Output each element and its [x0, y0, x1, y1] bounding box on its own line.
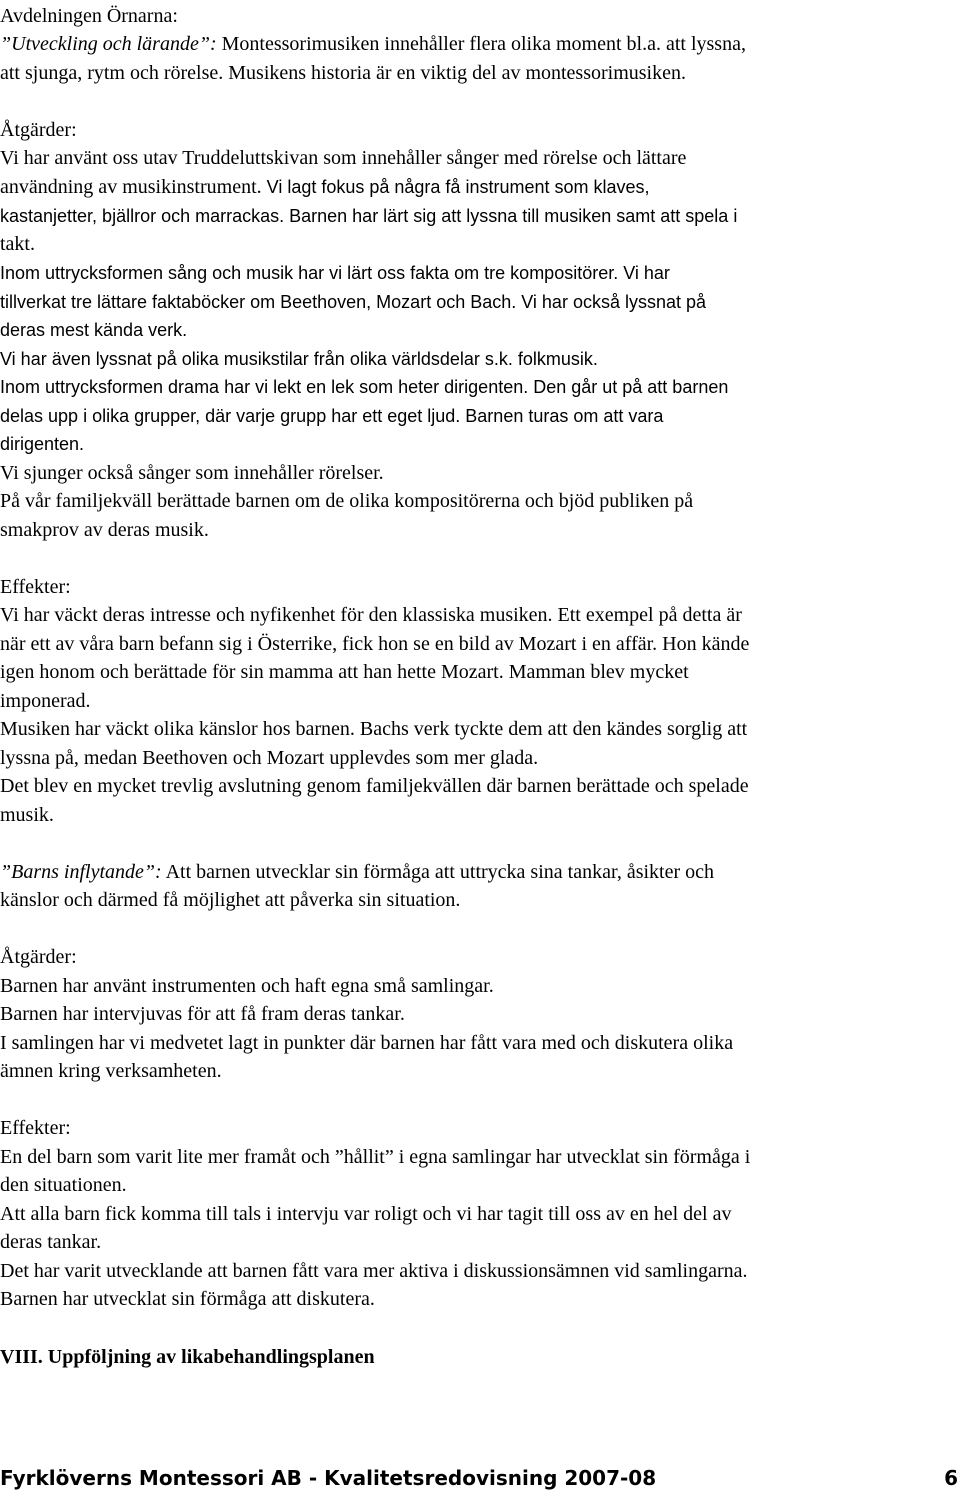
section2-effect-line: En del barn som varit lite mer framåt och ”hållit” i egna samlingar har utvecklat sin förmåga i: [0, 1146, 751, 1168]
section1-effect-line: Musiken har väckt olika känslor hos barnen. Bachs verk tyckte dem att den kändes sorglig att: [0, 718, 748, 740]
section1-action-line: smakprov av deras musik.: [0, 519, 209, 541]
section1-action-line: Vi har använt oss utav Truddeluttskivan som innehåller sånger med rörelse och lättare: [0, 147, 687, 169]
section1-action-line: takt.: [0, 233, 35, 255]
section2-effect-line: deras tankar.: [0, 1231, 102, 1253]
section1-effects-heading: Effekter:: [0, 576, 71, 598]
section1-action-line: deras mest kända verk.: [0, 320, 188, 340]
section2-actions-heading: Åtgärder:: [0, 946, 77, 968]
section1-effect-line: musik.: [0, 804, 54, 826]
section1-title: ”Utveckling och lärande”:: [0, 33, 217, 55]
section2-effect-line: den situationen.: [0, 1174, 127, 1196]
section1-intro-cont: att sjunga, rytm och rörelse. Musikens historia är en viktig del av montessorimusiken.: [0, 62, 686, 84]
section1-intro-text: Montessorimusiken innehåller flera olika moment bl.a. att lyssna,: [216, 33, 746, 55]
section1-action-line: [0, 173, 650, 201]
section2-intro-text: Att barnen utvecklar sin förmåga att uttrycka sina tankar, åsikter och: [161, 861, 715, 883]
section-heading: VIII. Uppföljning av likabehandlingsplanen: [0, 1346, 375, 1368]
line-segment-sans: Barnen har lärt sig att lyssna till musiken samt att spela i: [284, 206, 738, 226]
line-segment-sans: kastanjetter, bjällror och marrackas.: [0, 206, 285, 226]
footer-title: Fyrklöverns Montessori AB - Kvalitetsredovisning 2007-08: [0, 1466, 657, 1490]
section1-action-line: Vi sjunger också sånger som innehåller rörelser.: [0, 462, 384, 484]
section1-action-line: tillverkat tre lättare faktaböcker om Beethoven, Mozart och Bach. Vi har också lyssnat på: [0, 292, 707, 312]
section2-action-line: ämnen kring verksamheten.: [0, 1060, 222, 1082]
section1-effect-line: Det blev en mycket trevlig avslutning genom familjekvällen där barnen berättade och spelade: [0, 775, 749, 797]
section2-action-line: Barnen har intervjuvas för att få fram deras tankar.: [0, 1003, 405, 1025]
section1-action-line: [0, 202, 737, 230]
section1-action-line: Vi har även lyssnat på olika musikstilar från olika världsdelar s.k. folkmusik.: [0, 349, 598, 369]
section2-title: ”Barns inflytande”:: [0, 861, 162, 883]
section1-actions-heading: Åtgärder:: [0, 119, 77, 141]
section1-action-line: Inom uttrycksformen sång och musik har vi lärt oss fakta om tre kompositörer. Vi har: [0, 263, 670, 283]
section1-effect-line: Vi har väckt deras intresse och nyfikenhet för den klassiska musiken. Ett exempel på detta är: [0, 604, 742, 626]
section2-intro-cont: känslor och därmed få möjlighet att påverka sin situation.: [0, 889, 461, 911]
section1-action-line: Inom uttrycksformen drama har vi lekt en lek som heter dirigenten. Den går ut på att barnen: [0, 377, 729, 397]
section2-effect-line: Att alla barn fick komma till tals i intervju var roligt och vi har tagit till oss av en hel del av: [0, 1203, 732, 1225]
section2-action-line: I samlingen har vi medvetet lagt in punkter där barnen har fått vara med och diskutera olika: [0, 1032, 734, 1054]
page-number: 6: [944, 1466, 958, 1490]
section1-effect-line: när ett av våra barn befann sig i Österrike, fick hon se en bild av Mozart i en affär. Hon kände: [0, 633, 750, 655]
section1-action-line: delas upp i olika grupper, där varje grupp har ett eget ljud. Barnen turas om att vara: [0, 406, 664, 426]
line-segment-sans: Vi lagt fokus på några få instrument som klaves,: [261, 177, 650, 197]
section2-effect-line: Barnen har utvecklat sin förmåga att diskutera.: [0, 1288, 375, 1310]
section2-action-line: Barnen har använt instrumenten och haft egna små samlingar.: [0, 975, 494, 997]
section1-effect-line: igen honom och berättade för sin mamma att han hette Mozart. Mamman blev mycket: [0, 661, 689, 683]
section1-action-line: dirigenten.: [0, 434, 85, 454]
section2-effect-line: Det har varit utvecklande att barnen fått vara mer aktiva i diskussionsämnen vid samlingarna.: [0, 1260, 748, 1282]
section1-action-line: På vår familjekväll berättade barnen om de olika kompositörerna och bjöd publiken på: [0, 490, 694, 512]
department-heading: Avdelningen Örnarna:: [0, 5, 178, 27]
section1-effect-line: lyssna på, medan Beethoven och Mozart upplevdes som mer glada.: [0, 747, 539, 769]
section2-effects-heading: Effekter:: [0, 1117, 71, 1139]
line-segment: användning av musikinstrument.: [0, 176, 262, 198]
section2-intro: [0, 858, 714, 886]
page-footer: [0, 1464, 958, 1492]
section1-intro: [0, 30, 746, 58]
section1-effect-line: imponerad.: [0, 690, 91, 712]
